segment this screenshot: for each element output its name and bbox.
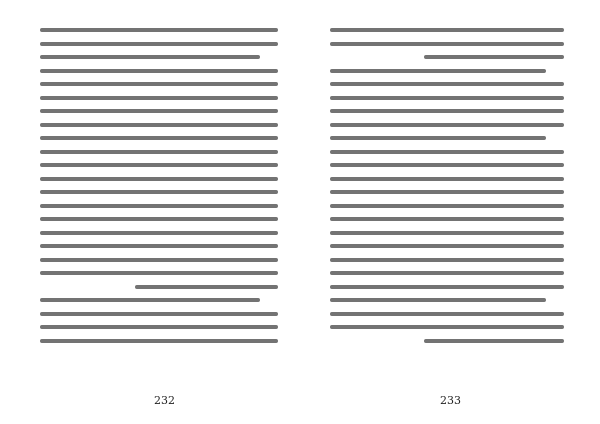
text-line-placeholder [330,190,564,194]
text-line-placeholder [40,28,278,32]
text-line-placeholder [40,312,278,316]
text-line-placeholder [330,217,564,221]
text-line-placeholder [40,55,260,59]
right-page-text-block [330,28,564,378]
text-line-placeholder [330,204,564,208]
text-line-placeholder [424,339,564,343]
text-line-placeholder [40,177,278,181]
text-line-placeholder [40,258,278,262]
left-page-text-block [40,28,278,378]
right-page-number: 233 [440,394,461,407]
text-line-placeholder [330,285,564,289]
text-line-placeholder [40,109,278,113]
text-line-placeholder [330,123,564,127]
text-line-placeholder [40,82,278,86]
text-line-placeholder [330,325,564,329]
text-line-placeholder [135,285,278,289]
text-line-placeholder [40,136,278,140]
text-line-placeholder [40,96,278,100]
text-line-placeholder [40,69,278,73]
text-line-placeholder [40,150,278,154]
text-line-placeholder [330,42,564,46]
text-line-placeholder [40,163,278,167]
text-line-placeholder [330,244,564,248]
text-line-placeholder [330,96,564,100]
text-line-placeholder [330,82,564,86]
text-line-placeholder [330,69,546,73]
text-line-placeholder [40,231,278,235]
text-line-placeholder [330,150,564,154]
text-line-placeholder [40,42,278,46]
text-line-placeholder [40,204,278,208]
text-line-placeholder [40,339,278,343]
text-line-placeholder [40,298,260,302]
text-line-placeholder [40,217,278,221]
text-line-placeholder [40,244,278,248]
text-line-placeholder [330,28,564,32]
text-line-placeholder [40,271,278,275]
text-line-placeholder [330,177,564,181]
text-line-placeholder [330,163,564,167]
text-line-placeholder [330,298,546,302]
left-page-number: 232 [154,394,175,407]
text-line-placeholder [330,231,564,235]
text-line-placeholder [424,55,564,59]
text-line-placeholder [330,136,546,140]
text-line-placeholder [330,109,564,113]
right-page [300,0,600,424]
text-line-placeholder [330,258,564,262]
text-line-placeholder [330,271,564,275]
text-line-placeholder [40,325,278,329]
text-line-placeholder [40,190,278,194]
text-line-placeholder [330,312,564,316]
text-line-placeholder [40,123,278,127]
